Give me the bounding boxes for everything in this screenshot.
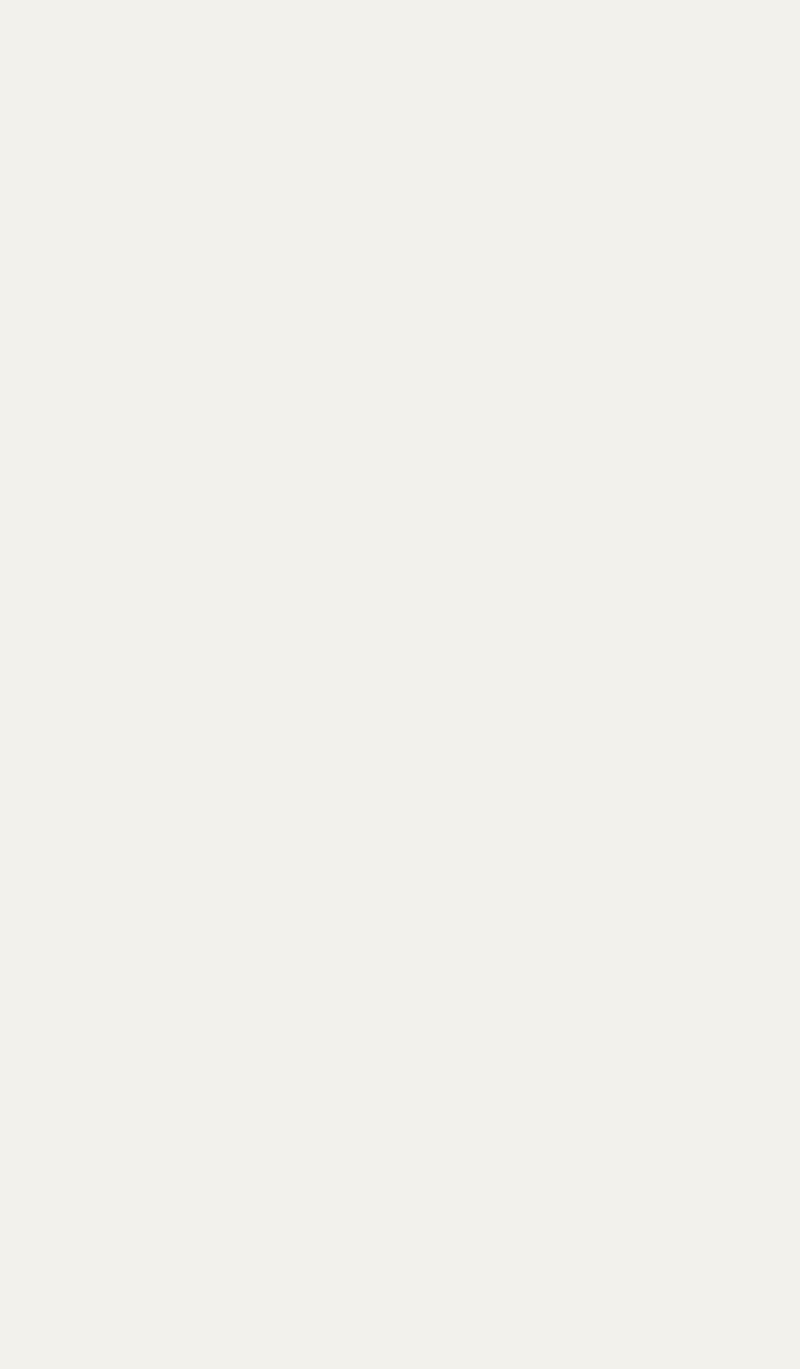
running-head [20,28,766,64]
